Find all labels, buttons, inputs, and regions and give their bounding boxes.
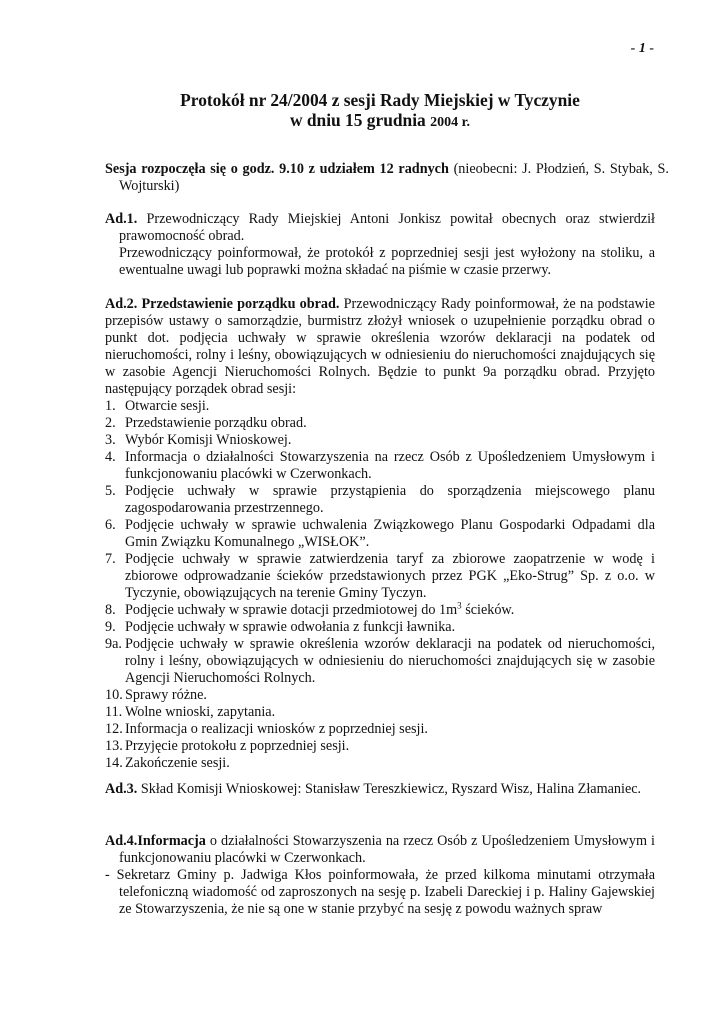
ad4-bullet: - Sekretarz Gminy p. Jadwiga Kłos poinformowała, że przed kilkoma minutami otrzymała telefoniczną wiadomość od zaproszonych na sesję p. Izabeli Dareckiej i p. Haliny Gajewskiej ze Stowarzyszenia, że nie są one w stanie przybyć na sesję z powodu ważnych spraw [105, 867, 655, 917]
ad2-text: Przewodniczący Rady poinformował, że na podstawie przepisów ustawy o samorządzie, burmistrz złożył wniosek o uzupełnienie porządku obrad o punkt dot. podjęcia uchwały w sprawie określenia wzorów deklaracji na podatek od nieruchomości, rolny i leśny, obowiązujących w odniesieniu do nieruchomości znajdujących się w zasobie Agencji Nieruchomości Rolnych. Będzie to punkt 9a porządku obrad. Przyjęto następujący porządek obrad sesji: [105, 296, 655, 397]
agenda-list [105, 398, 655, 772]
agenda-item-text: Otwarcie sesji. [125, 398, 210, 414]
agenda-item [105, 602, 655, 619]
agenda-item-text: Podjęcie uchwały w sprawie odwołania z funkcji ławnika. [125, 619, 456, 635]
agenda-item-number: 12. [105, 721, 123, 737]
agenda-item [105, 449, 655, 483]
section-ad1 [105, 211, 655, 279]
agenda-item [105, 619, 655, 636]
ad2-intro [105, 296, 655, 398]
section-ad4 [105, 833, 655, 918]
ad1-paragraph-2: Przewodniczący poinformował, że protokół z poprzedniej sesji jest wyłożony na stoliku, a ewentualne uwagi lub poprawki można składać na piśmie w czasie przerwy. [119, 245, 655, 278]
title-line-1: Protokół nr 24/2004 z sesji Rady Miejskiej w Tyczynie [180, 90, 580, 110]
agenda-item-number: 13. [105, 738, 123, 754]
agenda-item-number: 6. [105, 517, 116, 533]
agenda-item [105, 738, 655, 755]
title-year: 2004 r. [430, 115, 471, 130]
agenda-item [105, 415, 655, 432]
agenda-item-number: 4. [105, 449, 116, 465]
agenda-item-number: 9a. [105, 636, 122, 652]
agenda-item-number: 5. [105, 483, 116, 499]
agenda-item-text: Wybór Komisji Wnioskowej. [125, 432, 292, 448]
agenda-item [105, 551, 655, 602]
agenda-item-text: Podjęcie uchwały w sprawie dotacji przedmiotowej do $1m^3$ ścieków. [125, 600, 515, 618]
ad4-paragraph [105, 833, 655, 867]
agenda-item-text: Informacja o działalności Stowarzyszenia na rzecz Osób z Upośledzeniem Umysłowym i funkcjonowaniu placówki w Czerwonkach. [125, 449, 655, 482]
agenda-item-text: Podjęcie uchwały w sprawie przystąpienia do sporządzenia miejscowego planu zagospodarowania przestrzennego. [125, 483, 655, 516]
agenda-item [105, 432, 655, 449]
ad4-text: o działalności Stowarzyszenia na rzecz Osób z Upośledzeniem Umysłowym i funkcjonowaniu placówki w Czerwonkach. [119, 833, 655, 866]
agenda-item [105, 636, 655, 687]
agenda-item-number: 7. [105, 551, 116, 567]
agenda-item-text: Informacja o realizacji wniosków z poprzedniej sesji. [125, 721, 428, 737]
agenda-item [105, 517, 655, 551]
superscript: 3 [457, 600, 462, 611]
agenda-item-text: Sprawy różne. [125, 687, 207, 703]
agenda-item [105, 721, 655, 738]
ad1-paragraph-1 [105, 211, 655, 245]
section-ad2 [105, 296, 655, 772]
ad2-label: Ad.2. Przedstawienie porządku obrad. [105, 296, 340, 312]
agenda-item [105, 398, 655, 415]
agenda-item [105, 755, 655, 772]
opening-bold: Sesja rozpoczęła się o godz. 9.10 z udziałem 12 radnych [105, 161, 449, 177]
agenda-item-number: 10. [105, 687, 123, 703]
title-date: w dniu 15 grudnia [289, 110, 431, 130]
document-title [0, 90, 724, 133]
agenda-item-number: 14. [105, 755, 123, 771]
agenda-item-number: 3. [105, 432, 116, 448]
ad1-label: Ad.1. [105, 211, 138, 227]
ad4-label: Ad.4.Informacja [105, 833, 206, 849]
agenda-item-number: 1. [105, 398, 116, 414]
agenda-item-text: Podjęcie uchwały w sprawie określenia wzorów deklaracji na podatek od nieruchomości, rolny i leśny, obowiązujących w odniesieniu do nieruchomości znajdujących się w zasobie Agencji Nieruchomości Rolnych. [125, 636, 655, 686]
agenda-item-text: Podjęcie uchwały w sprawie uchwalenia Związkowego Planu Gospodarki Odpadami dla Gmin Związku Komunalnego „WISŁOK”. [125, 517, 655, 550]
agenda-item-number: 8. [105, 602, 116, 618]
agenda-item-number: 11. [105, 704, 123, 720]
agenda-item-number: 2. [105, 415, 116, 431]
ad1-text-1: Przewodniczący Rady Miejskiej Antoni Jonkisz powitał obecnych oraz stwierdził prawomocność obrad. [119, 211, 655, 244]
opening-rest: (nieobecni: J. Płodzień, S. Stybak, S. Wojturski) [119, 161, 669, 194]
agenda-item-text: Zakończenie sesji. [125, 755, 230, 771]
agenda-item-text: Przyjęcie protokołu z poprzedniej sesji. [125, 738, 350, 754]
title-line-2 [0, 110, 724, 133]
agenda-item [105, 483, 655, 517]
ad3-label: Ad.3. [105, 781, 138, 797]
agenda-item-number: 9. [105, 619, 116, 635]
section-ad3 [105, 781, 669, 798]
session-opening [105, 161, 669, 195]
agenda-item [105, 704, 655, 721]
agenda-item [105, 687, 655, 704]
page-number: - 1 - [630, 41, 654, 56]
ad3-text: Skład Komisji Wnioskowej: Stanisław Tereszkiewicz, Ryszard Wisz, Halina Złamaniec. [137, 781, 642, 797]
agenda-item-text: Podjęcie uchwały w sprawie zatwierdzenia taryf za zbiorowe zaopatrzenie w wodę i zbiorowe odprowadzanie ścieków przedstawionych przez PGK „Eko-Strug” Sp. z o.o. w Tyczynie, obowiązujących na terenie Gminy Tyczyn. [125, 551, 655, 601]
agenda-item-text: Wolne wnioski, zapytania. [125, 704, 276, 720]
agenda-item-text: Przedstawienie porządku obrad. [125, 415, 307, 431]
